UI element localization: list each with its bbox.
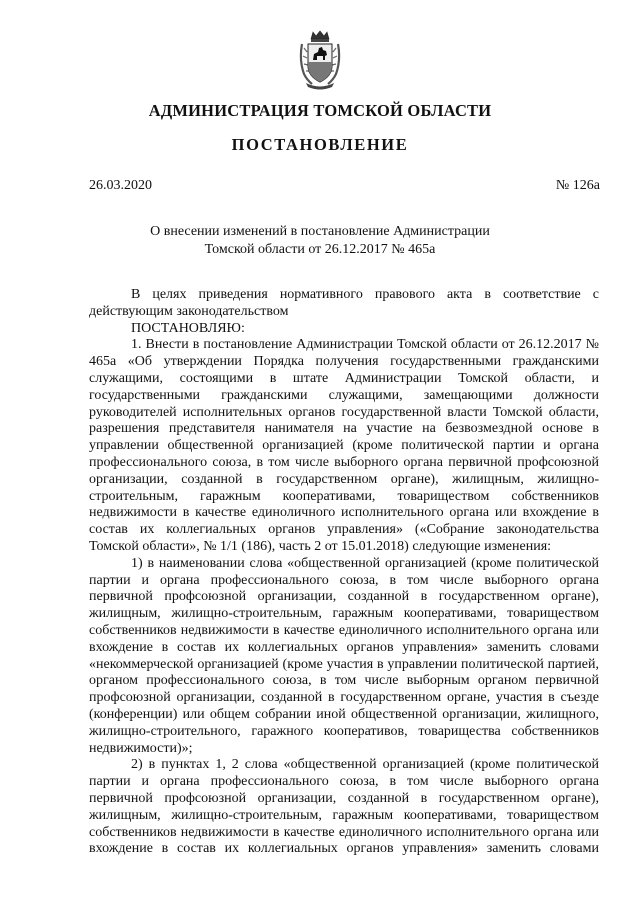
document-body bbox=[89, 287, 599, 858]
paragraph-subitem-1: 1) в наименовании слова «общественной организацией (кроме политической партии и органа профессионального союза, в том числе выборного органа первичной профсоюзной организации, созданной в государственном органе), жилищным, жилищно-строительным, гаражным кооперативами, товариществом собственников недвижимости в качестве единоличного исполнительного органа или вхождение в состав их коллегиальных органов управления» заменить словами «некоммерческой организацией (кроме участия в управлении политической партией, органом профессионального союза, в том числе выборным органом первичной профсоюзной организации, созданной в государственном органе, участия в съезде (конференции) или общем собрании иной общественной организации, жилищного, жилищно-строительного, гаражного кооперативов, товарищества собственников недвижимости)»; bbox=[89, 555, 599, 756]
preamble-paragraph: В целях приведения нормативного правового акта в соответствие с действующим законодательством bbox=[89, 287, 599, 319]
paragraph-subitem-2: 2) в пунктах 1, 2 слова «общественной организацией (кроме политической партии и органа профессионального союза, в том числе выборного органа первичной профсоюзной организации, созданной в государственном органе), жилищным, жилищно-строительным, гаражным кооперативами, товариществом собственников недвижимости в качестве единоличного исполнительного органа или вхождение в состав их коллегиальных органов управления» заменить словами bbox=[89, 757, 599, 857]
organization-title: АДМИНИСТРАЦИЯ ТОМСКОЙ ОБЛАСТИ bbox=[148, 101, 492, 120]
document-date: 26.03.2020 bbox=[89, 178, 152, 193]
document-number: № 126а bbox=[555, 178, 600, 193]
subject-line-2: Томской области от 26.12.2017 № 465а bbox=[204, 242, 436, 257]
document-type-heading: ПОСТАНОВЛЕНИЕ bbox=[231, 135, 409, 154]
coat-of-arms-icon bbox=[298, 30, 342, 90]
paragraph-item-1: 1. Внести в постановление Администрации Томской области от 26.12.2017 № 465а «Об утверждении Порядка получения государственными гражданскими служащими, состоящими в штате Администрации Томской области, и государственными гражданскими служащими, замещающими должности руководителей исполнительных органов государственной власти Томской области, разрешения представителя нанимателя на участие на безвозмездной основе в управлении общественной организацией (кроме политической партии и органа профессионального союза, в том числе выборного органа первичной профсоюзной организации, созданной в государственном органе), жилищным, жилищно-строительным, гаражным кооперативами, товариществом собственников недвижимости в качестве единоличного исполнительного органа или вхождение в состав их коллегиальных органов управления» («Собрание законодательства Томской области», № 1/1 (186), часть 2 от 15.01.2018) следующие изменения: bbox=[89, 337, 599, 554]
subject-line-1: О внесении изменений в постановление Администрации bbox=[150, 224, 490, 239]
decree-word: ПОСТАНОВЛЯЮ: bbox=[131, 320, 245, 336]
document-subject bbox=[0, 223, 640, 259]
